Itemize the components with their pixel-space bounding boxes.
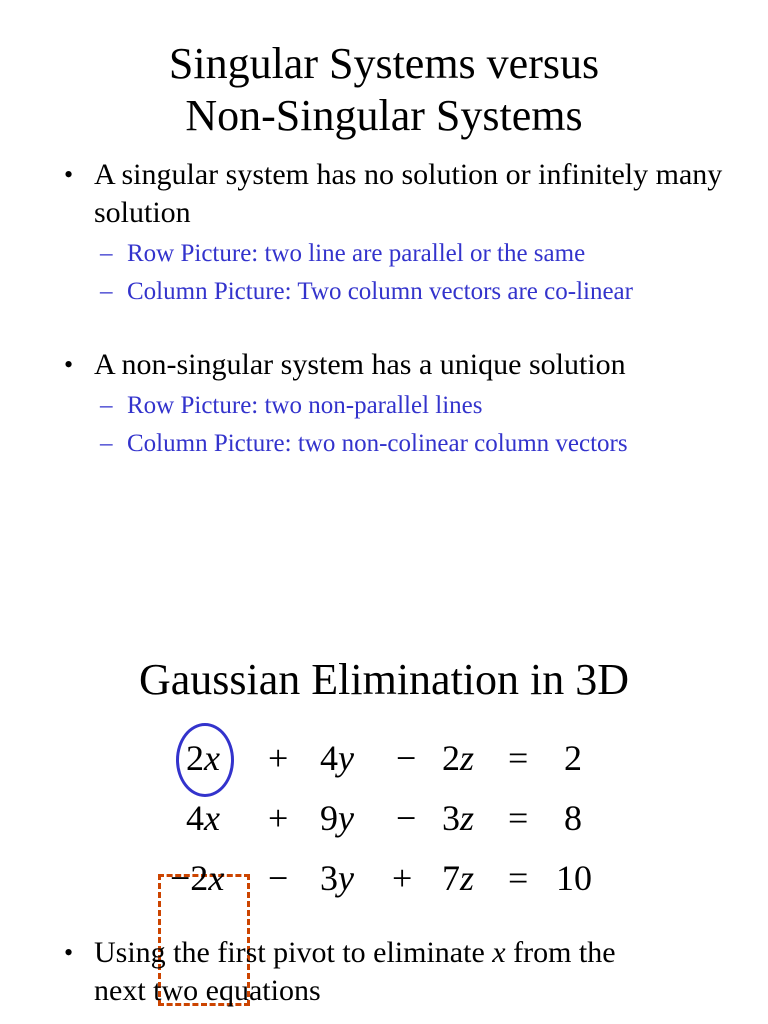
- eq2-op2: −: [396, 798, 417, 838]
- coefficient: 2: [186, 738, 204, 778]
- variable: y: [338, 798, 354, 838]
- slide-gaussian-elimination: [0, 640, 768, 1024]
- eq2-z-term: [442, 798, 474, 838]
- dash-icon: –: [100, 392, 113, 419]
- eq1-rhs: 2: [564, 738, 582, 778]
- slide-title: [0, 38, 768, 142]
- eq2-op1: +: [268, 798, 289, 838]
- variable: x: [204, 738, 220, 778]
- sub-bullet-column-picture: [100, 276, 700, 308]
- bullet-non-singular: [64, 346, 724, 384]
- dash-icon: –: [100, 430, 113, 457]
- eq2-rhs: 8: [564, 798, 582, 838]
- sub-bullet-text: Row Picture: two line are parallel or the same: [127, 240, 586, 267]
- eq1-x-term: [186, 738, 220, 778]
- bullet-variable: x: [492, 936, 506, 969]
- eq2-y-term: [320, 798, 354, 838]
- bullet-icon: •: [64, 160, 74, 189]
- bullet-text: A singular system has no solution or infinitely many solution: [94, 158, 723, 229]
- dash-icon: –: [100, 278, 113, 305]
- sub-bullet-row-picture: [100, 238, 700, 270]
- eq3-op1: −: [268, 858, 289, 898]
- variable: z: [460, 798, 475, 838]
- eq3-rhs: 10: [556, 858, 592, 898]
- title-line-2: Non-Singular Systems: [185, 91, 583, 140]
- coefficient: 3: [442, 798, 460, 838]
- bullet-text-after: from the: [513, 936, 616, 969]
- variable: z: [460, 738, 475, 778]
- title-line-1: Singular Systems versus: [168, 39, 600, 88]
- slide-title: Gaussian Elimination in 3D: [138, 655, 630, 704]
- variable: y: [338, 738, 354, 778]
- eq3-z-term: [442, 858, 474, 898]
- eq2-x-term: [186, 798, 220, 838]
- variable: y: [338, 858, 354, 898]
- coefficient: 3: [320, 858, 338, 898]
- coefficient: −2: [170, 858, 209, 898]
- variable: x: [204, 798, 220, 838]
- coefficient: 2: [442, 738, 460, 778]
- coefficient: 9: [320, 798, 338, 838]
- sub-bullet-column-picture: [100, 428, 700, 460]
- bullet-text: [94, 934, 724, 1010]
- sub-bullet-text: Column Picture: two non-colinear column vectors: [127, 430, 628, 457]
- eq1-equals: =: [508, 738, 529, 778]
- eq1-op1: +: [268, 738, 289, 778]
- variable: z: [460, 858, 475, 898]
- bullet-text-before: Using the first pivot to eliminate: [94, 936, 485, 969]
- bullet-singular: [64, 156, 724, 232]
- eq1-op2: −: [396, 738, 417, 778]
- bullet-first-pivot: [64, 934, 724, 1010]
- dash-icon: –: [100, 240, 113, 267]
- bullet-icon: •: [64, 938, 74, 967]
- sub-bullet-text: Row Picture: two non-parallel lines: [127, 392, 483, 419]
- bullet-text: A non-singular system has a unique solution: [94, 348, 626, 381]
- eq3-x-term: [170, 858, 224, 898]
- sub-bullet-row-picture: [100, 390, 700, 422]
- equation-system: [0, 720, 768, 920]
- eq1-z-term: [442, 738, 474, 778]
- eq3-equals: =: [508, 858, 529, 898]
- bullet-text-line2: next two equations: [94, 974, 321, 1007]
- variable: x: [208, 858, 225, 898]
- coefficient: 4: [320, 738, 338, 778]
- sub-bullet-text: Column Picture: Two column vectors are co-linear: [127, 278, 633, 305]
- coefficient: 7: [442, 858, 460, 898]
- eq2-equals: =: [508, 798, 529, 838]
- eq3-op2: +: [392, 858, 413, 898]
- bullet-icon: •: [64, 350, 74, 379]
- eq3-y-term: [320, 858, 354, 898]
- eq1-y-term: [320, 738, 354, 778]
- coefficient: 4: [186, 798, 204, 838]
